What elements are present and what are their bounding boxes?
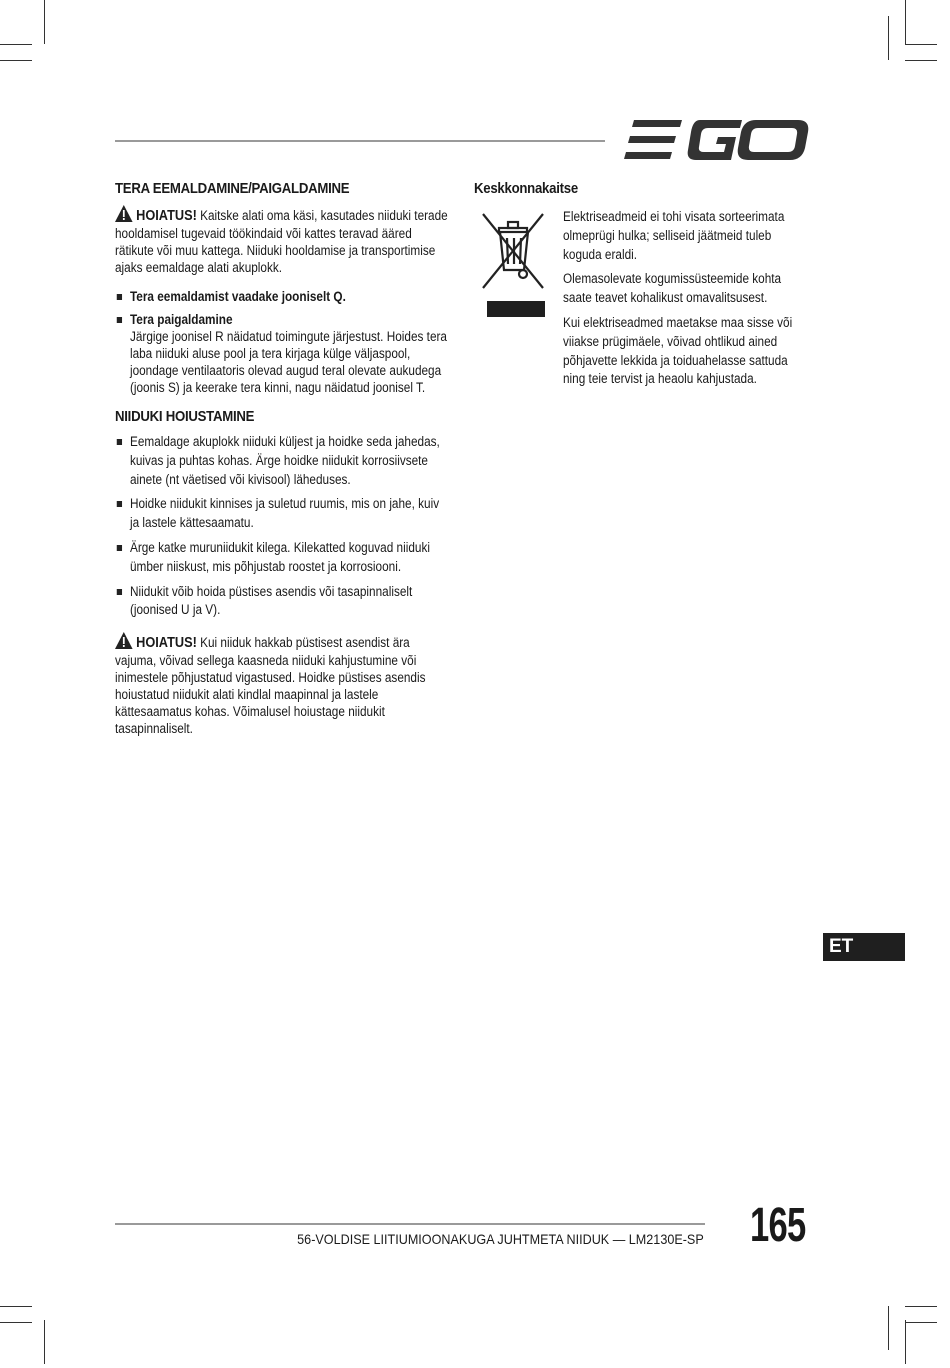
header-rule (115, 140, 605, 142)
list-item (115, 539, 449, 577)
footer-rule (115, 1223, 705, 1225)
list-item (115, 583, 449, 621)
crop-mark (888, 1306, 889, 1350)
warning-text: Kaitske alati oma käsi, kasutades niiduki terade hooldamisel tugevaid töökindaid või kattes teravad ääred rätikute või muu kattega. Niiduki hooldamise ja transportimise ajaks eemaldage alati akuplokk. (115, 208, 448, 275)
environment-text (563, 208, 813, 395)
crop-mark (905, 60, 937, 61)
storage-item-text: Ärge katke muruniidukit kilega. Kilekatted koguvad niiduki ümber niiskust, mis põhjustab roostet ja korrosiooni. (129, 539, 430, 574)
environment-paragraph: Olemasolevate kogumissüsteemide kohta saate teavet kohalikust omavalitsusest. (563, 271, 782, 306)
storage-item-text: Eemaldage akuplokk niiduki küljest ja hoidke seda jahedas, kuivas ja puhtas kohas. Ärge hoidke niidukit korrosiivsete ainete (nt väetised või kivisool) läheduses. (129, 434, 440, 487)
page-number: 165 (750, 1199, 806, 1252)
language-tab (823, 933, 905, 961)
storage-item-text: Niidukit võib hoida püstises asendis või tasapinnaliselt (joonised U ja V). (129, 583, 413, 618)
warning-triangle-icon (115, 632, 133, 649)
crossed-out-wheelie-bin-icon (477, 208, 549, 320)
step-title: Tera paigaldamine (129, 312, 233, 327)
crop-mark (905, 44, 937, 45)
crop-mark (888, 16, 889, 60)
blade-warning (115, 205, 449, 276)
warning-triangle-icon (115, 205, 133, 222)
storage-warning (115, 632, 449, 737)
environment-paragraph: Kui elektriseadmed maetakse maa sisse või viiakse prügimäele, võivad ohtlikud ained põhjavette lekkida ja toiduahelasse sattuda ning teie tervist ja heaolu kahjustada. (563, 314, 793, 387)
blade-section-title: TERA EEMALDAMINE/PAIGALDAMINE (115, 180, 350, 197)
list-item (115, 495, 449, 533)
right-column (474, 180, 814, 205)
list-item (115, 311, 449, 396)
left-column (115, 180, 450, 749)
footer-product-line: 56-VOLDISE LIITIUMIOONAKUGA JUHTMETA NIIDUK — LM2130E-SP (297, 1231, 704, 1247)
crop-mark (905, 0, 906, 44)
list-item (115, 433, 449, 489)
bullet-square-icon (117, 501, 122, 507)
bullet-square-icon (117, 294, 122, 300)
storage-list (115, 433, 449, 620)
blade-steps-list (115, 288, 449, 396)
environment-paragraph: Elektriseadmeid ei tohi visata sorteerimata olmeprügi hulka; selliseid jäätmeid tuleb koguda eraldi. (563, 209, 785, 262)
bullet-square-icon (117, 545, 122, 551)
environment-section-title: Keskkonnakaitse (474, 180, 578, 197)
crop-mark (0, 44, 32, 45)
bullet-square-icon (117, 439, 122, 445)
list-item (115, 288, 449, 305)
crop-mark (905, 1320, 906, 1364)
crop-mark (0, 60, 32, 61)
bullet-square-icon (117, 317, 122, 323)
crop-mark (44, 1320, 45, 1364)
language-code: ET (829, 936, 854, 957)
storage-item-text: Hoidke niidukit kinnises ja suletud ruumis, mis on jahe, kuiv ja lastele kättesaamatu. (129, 496, 440, 531)
warning-label: HOIATUS! (136, 635, 197, 652)
crop-mark (905, 1322, 937, 1323)
crop-mark (0, 1306, 32, 1307)
warning-text: Kui niiduk hakkab püstisest asendist ära vajuma, võivad sellega kaasneda niiduki kahjustumine või inimestele põhjustatud vigastused. Hoidke püstises asendis hoiustatud niidukit alati kindlal maapinnal ja lastele kättesaamatus kohas. Võimalusel hoiustage niidukit tasapinnaliselt. (115, 635, 426, 737)
crop-mark (905, 1306, 937, 1307)
step-title: Tera eemaldamist vaadake jooniselt Q. (129, 289, 346, 304)
ego-logo (620, 116, 810, 164)
crop-mark (44, 0, 45, 44)
storage-section-title: NIIDUKI HOIUSTAMINE (115, 408, 255, 425)
bullet-square-icon (117, 589, 122, 595)
warning-label: HOIATUS! (136, 208, 197, 224)
crop-mark (0, 1322, 32, 1323)
step-text: Järgige joonisel R näidatud toimingute järjestust. Hoides tera laba niiduki aluse pool ja tera kirjaga külge väljaspool, joondage ventilaatoris olevad augud teral olevate aukudega (joonis S) ja keerake tera kinni, nagu näidatud joonisel T. (129, 329, 447, 395)
